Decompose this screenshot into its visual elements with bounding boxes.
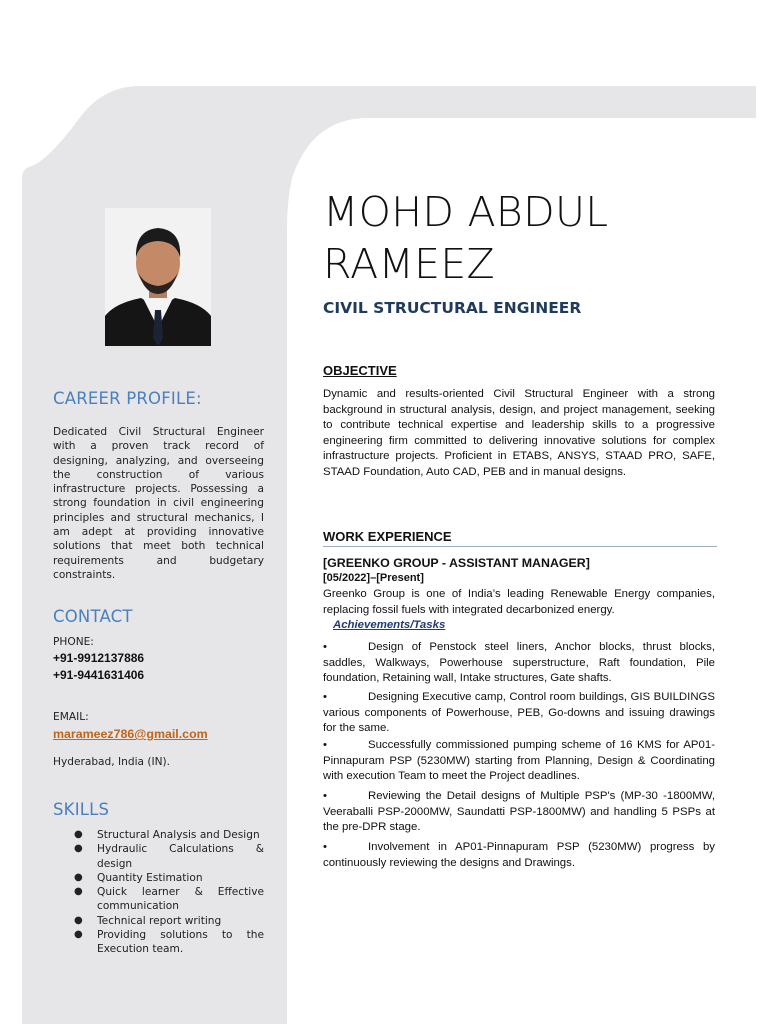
- skills-list: [72, 828, 264, 957]
- task-item: • Involvement in AP01-Pinnapuram PSP (5230MW) progress by continuously reviewing the designs and Drawings.: [323, 841, 715, 869]
- objective-text: Dynamic and results-oriented Civil Structural Engineer with a strong background in structural analysis, design, and project management, seeking to contribute technical expertise and leadership skills to a progressive engineering firm committed to delivering innovative solutions for complex infrastructure projects. Proficient in ETABS, ANSYS, STAAD PRO, SAFE, STAAD Foundation, Auto CAD, PEB and in manual designs.: [323, 388, 715, 478]
- phone-label: PHONE:: [53, 636, 94, 648]
- company-description: Greenko Group is one of India’s leading Renewable Energy companies, replacing fossil fuels with integrated decarbonized energy.: [323, 588, 715, 616]
- skill-item: ● Providing solutions to the Execution team.: [74, 929, 264, 956]
- candidate-name: MOHD ABDUL RAMEEZ: [323, 188, 609, 288]
- work-experience-heading: WORK EXPERIENCE: [323, 529, 452, 544]
- task-item: • Designing Executive camp, Control room buildings, GIS BUILDINGS various components of Powerhouse, PEB, Go-downs and issuing drawings for the same.: [323, 691, 715, 735]
- skill-item: ● Structural Analysis and Design: [74, 829, 260, 841]
- contact-heading: CONTACT: [53, 607, 133, 626]
- achievements-heading: Achievements/Tasks: [333, 619, 446, 631]
- career-profile-heading: CAREER PROFILE:: [53, 389, 202, 408]
- skill-item: ● Technical report writing: [74, 914, 222, 927]
- career-profile-text: Dedicated Civil Structural Engineer with a proven track record of designing, analyzing, and overseeing the construction of various infrastructure projects. Possessing a strong foundation in civil engineering principles and structural mechanics, I am adept at providing innovative solutions that meet both technical requirements and budgetary constraints.: [53, 426, 264, 581]
- skill-item: ● Quantity Estimation: [74, 871, 203, 884]
- phone-number-1[interactable]: +91-9912137886: [53, 651, 145, 665]
- task-item: • Design of Penstock steel liners, Anchor blocks, thrust blocks, saddles, Walkways, Powerhouse superstructure, Raft foundation, Pile foundation, Retaining wall, Intake structures, Gate shafts.: [323, 641, 715, 685]
- skill-item: ● Hydraulic Calculations & design: [74, 843, 264, 870]
- task-item: • Successfully commissioned pumping scheme of 16 KMS for AP01-Pinnapuram PSP (5230MW) starting from Planning, Design & Coordinating with execution Team to meet the Project deadlines.: [323, 739, 715, 783]
- employment-dates: [05/2022]–[Present]: [323, 572, 424, 584]
- skills-heading: SKILLS: [53, 800, 110, 819]
- email-link[interactable]: marameez786@gmail.com: [53, 727, 208, 741]
- company-position: [GREENKO GROUP - ASSISTANT MANAGER]: [323, 556, 590, 570]
- location-text: Hyderabad, India (IN).: [53, 756, 171, 768]
- skill-item: ● Quick learner & Effective communication: [74, 886, 264, 913]
- task-item: • Reviewing the Detail designs of Multiple PSP's (MP-30 -1800MW, Veeraballi PSP-2000MW, Saundatti PSP-1800MW) and handling 5 PSPs at the pre-DPR stage.: [323, 790, 715, 834]
- job-title: CIVIL STRUCTURAL ENGINEER: [323, 299, 582, 317]
- phone-number-2[interactable]: +91-9441631406: [53, 668, 145, 682]
- email-label: EMAIL:: [53, 711, 89, 723]
- objective-heading: OBJECTIVE: [323, 363, 397, 378]
- section-divider: [323, 546, 717, 547]
- profile-photo: [105, 208, 211, 346]
